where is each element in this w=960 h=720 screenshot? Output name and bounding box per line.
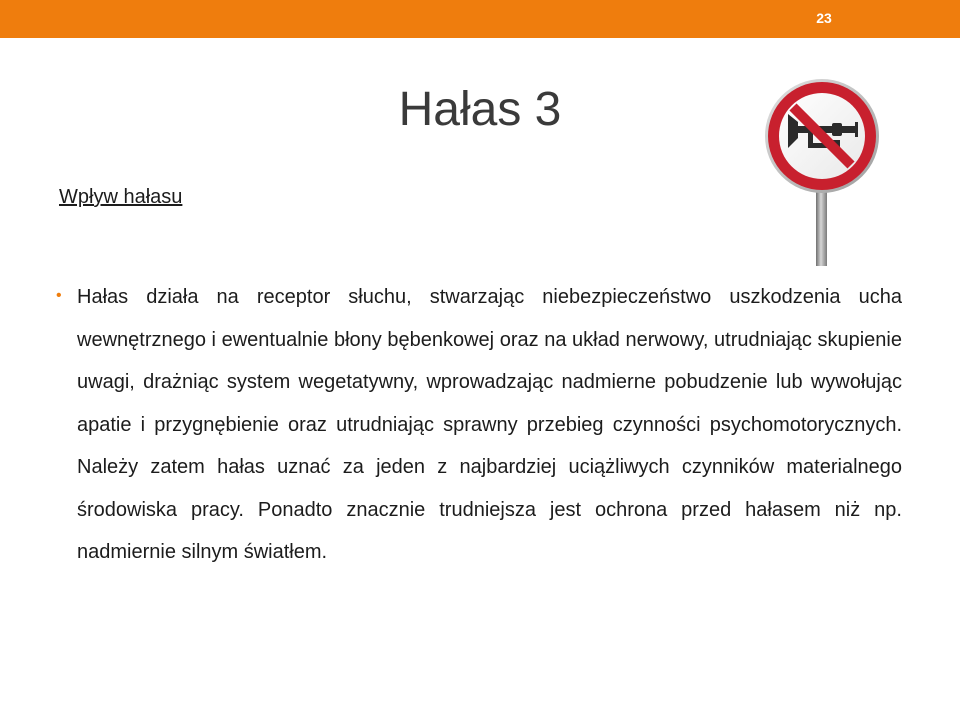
slide-subtitle: Wpływ hałasu	[59, 186, 183, 208]
bullet-list	[56, 276, 902, 574]
bullet-marker: •	[56, 287, 62, 304]
slide-title: Hałas 3	[398, 83, 562, 136]
slide-number: 23	[816, 10, 832, 26]
bullet-text: Hałas działa na receptor słuchu, stwarzając niebezpieczeństwo uszkodzenia ucha wewnętrznego i ewentualnie błony bębenkowej oraz na układ nerwowy, utrudniając skupienie uwagi, drażniąc system wegetatywny, wprowadzając nadmierne pobudzenie lub wywołując apatie i przygnębienie oraz utrudniając sprawny przebieg czynności psychomotorycznych. Należy zatem hałas uznać za jeden z najbardziej uciążliwych czynników materialnego środowiska pracy. Ponadto znacznie trudniejsza jest ochrona przed hałasem niż np. nadmiernie silnym światłem.	[77, 286, 902, 563]
no-horn-sign-icon	[752, 52, 892, 266]
